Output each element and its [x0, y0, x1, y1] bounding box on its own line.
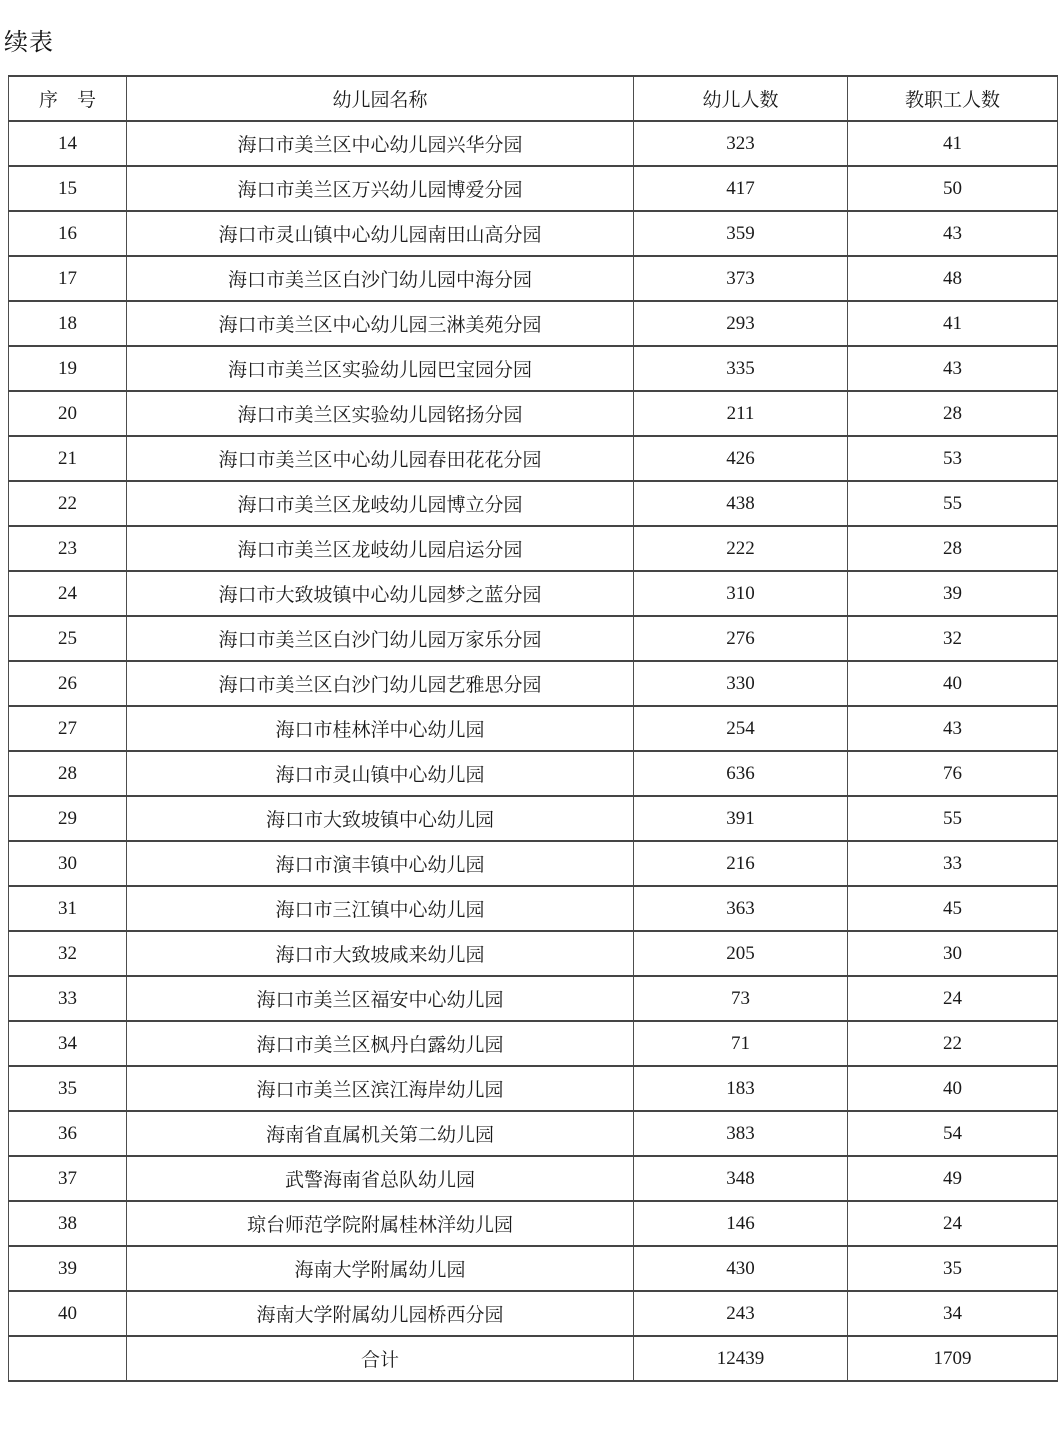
table-row: [9, 121, 1058, 166]
kindergarten-name-cell: 海口市美兰区龙岐幼儿园博立分园: [127, 481, 634, 526]
children-count-cell: 310: [634, 571, 848, 616]
children-count-cell: 183: [634, 1066, 848, 1111]
kindergarten-name-cell: 海南省直属机关第二幼儿园: [127, 1111, 634, 1156]
serial-number-cell: 26: [9, 661, 127, 706]
staff-count-cell: 1709: [848, 1336, 1058, 1381]
staff-count-cell: 55: [848, 481, 1058, 526]
serial-number-cell: 39: [9, 1246, 127, 1291]
children-count-cell: 211: [634, 391, 848, 436]
staff-count-cell: 43: [848, 706, 1058, 751]
serial-number-cell: 36: [9, 1111, 127, 1156]
table-row: [9, 571, 1058, 616]
children-count-cell: 430: [634, 1246, 848, 1291]
staff-count-cell: 41: [848, 121, 1058, 166]
table-row: [9, 976, 1058, 1021]
children-count-cell: 438: [634, 481, 848, 526]
children-count-cell: 636: [634, 751, 848, 796]
serial-number-cell: [9, 1336, 127, 1381]
children-count-cell: 146: [634, 1201, 848, 1246]
children-count-cell: 323: [634, 121, 848, 166]
kindergarten-name-cell: 海口市美兰区万兴幼儿园博爱分园: [127, 166, 634, 211]
staff-count-cell: 53: [848, 436, 1058, 481]
serial-number-cell: 14: [9, 121, 127, 166]
total-row: [9, 1336, 1058, 1381]
table-row: [9, 436, 1058, 481]
serial-number-cell: 17: [9, 256, 127, 301]
staff-count-cell: 40: [848, 661, 1058, 706]
serial-number-cell: 27: [9, 706, 127, 751]
kindergarten-name-cell: 海口市美兰区实验幼儿园铭扬分园: [127, 391, 634, 436]
children-count-cell: 383: [634, 1111, 848, 1156]
serial-number-cell: 37: [9, 1156, 127, 1201]
table-row: [9, 1066, 1058, 1111]
children-count-cell: 293: [634, 301, 848, 346]
serial-number-cell: 16: [9, 211, 127, 256]
kindergarten-name-cell: 海口市桂林洋中心幼儿园: [127, 706, 634, 751]
serial-number-cell: 31: [9, 886, 127, 931]
children-count-cell: 12439: [634, 1336, 848, 1381]
staff-count-cell: 41: [848, 301, 1058, 346]
header-serial-number: 序 号: [9, 76, 127, 121]
table-row: [9, 886, 1058, 931]
header-staff-count: 教职工人数: [848, 76, 1058, 121]
serial-number-cell: 22: [9, 481, 127, 526]
staff-count-cell: 54: [848, 1111, 1058, 1156]
serial-number-cell: 20: [9, 391, 127, 436]
kindergarten-name-cell: 海口市灵山镇中心幼儿园南田山高分园: [127, 211, 634, 256]
kindergarten-name-cell: 海口市美兰区龙岐幼儿园启运分园: [127, 526, 634, 571]
kindergarten-name-cell: 海口市美兰区白沙门幼儿园艺雅思分园: [127, 661, 634, 706]
children-count-cell: 417: [634, 166, 848, 211]
staff-count-cell: 45: [848, 886, 1058, 931]
children-count-cell: 335: [634, 346, 848, 391]
serial-number-cell: 38: [9, 1201, 127, 1246]
kindergarten-name-cell: 合计: [127, 1336, 634, 1381]
table-row: [9, 1246, 1058, 1291]
staff-count-cell: 28: [848, 391, 1058, 436]
kindergarten-name-cell: 海口市美兰区中心幼儿园春田花花分园: [127, 436, 634, 481]
children-count-cell: 71: [634, 1021, 848, 1066]
staff-count-cell: 32: [848, 616, 1058, 661]
serial-number-cell: 33: [9, 976, 127, 1021]
kindergarten-name-cell: 海口市美兰区福安中心幼儿园: [127, 976, 634, 1021]
serial-number-cell: 29: [9, 796, 127, 841]
serial-number-cell: 34: [9, 1021, 127, 1066]
kindergarten-name-cell: 海口市美兰区中心幼儿园兴华分园: [127, 121, 634, 166]
table-row: [9, 526, 1058, 571]
table-row: [9, 481, 1058, 526]
serial-number-cell: 25: [9, 616, 127, 661]
staff-count-cell: 33: [848, 841, 1058, 886]
staff-count-cell: 40: [848, 1066, 1058, 1111]
table-row: [9, 391, 1058, 436]
serial-number-cell: 21: [9, 436, 127, 481]
table-body: [9, 121, 1058, 1381]
staff-count-cell: 30: [848, 931, 1058, 976]
staff-count-cell: 76: [848, 751, 1058, 796]
kindergarten-name-cell: 海口市美兰区枫丹白露幼儿园: [127, 1021, 634, 1066]
table-row: [9, 1111, 1058, 1156]
table-row: [9, 346, 1058, 391]
children-count-cell: 359: [634, 211, 848, 256]
kindergarten-name-cell: 海口市大致坡咸来幼儿园: [127, 931, 634, 976]
children-count-cell: 276: [634, 616, 848, 661]
kindergarten-name-cell: 海口市美兰区白沙门幼儿园中海分园: [127, 256, 634, 301]
children-count-cell: 373: [634, 256, 848, 301]
page-title: 续表: [4, 30, 54, 56]
children-count-cell: 73: [634, 976, 848, 1021]
children-count-cell: 348: [634, 1156, 848, 1201]
kindergarten-name-cell: 海口市美兰区中心幼儿园三淋美苑分园: [127, 301, 634, 346]
kindergarten-name-cell: 海南大学附属幼儿园桥西分园: [127, 1291, 634, 1336]
staff-count-cell: 34: [848, 1291, 1058, 1336]
kindergarten-name-cell: 海口市三江镇中心幼儿园: [127, 886, 634, 931]
serial-number-cell: 24: [9, 571, 127, 616]
staff-count-cell: 22: [848, 1021, 1058, 1066]
serial-number-cell: 35: [9, 1066, 127, 1111]
staff-count-cell: 28: [848, 526, 1058, 571]
staff-count-cell: 43: [848, 211, 1058, 256]
table-row: [9, 661, 1058, 706]
kindergarten-name-cell: 武警海南省总队幼儿园: [127, 1156, 634, 1201]
table-row: [9, 616, 1058, 661]
kindergarten-name-cell: 海口市美兰区白沙门幼儿园万家乐分园: [127, 616, 634, 661]
staff-count-cell: 24: [848, 1201, 1058, 1246]
serial-number-cell: 40: [9, 1291, 127, 1336]
table-row: [9, 256, 1058, 301]
staff-count-cell: 55: [848, 796, 1058, 841]
kindergarten-name-cell: 海口市灵山镇中心幼儿园: [127, 751, 634, 796]
children-count-cell: 243: [634, 1291, 848, 1336]
kindergarten-name-cell: 琼台师范学院附属桂林洋幼儿园: [127, 1201, 634, 1246]
children-count-cell: 254: [634, 706, 848, 751]
staff-count-cell: 35: [848, 1246, 1058, 1291]
children-count-cell: 216: [634, 841, 848, 886]
table-row: [9, 1156, 1058, 1201]
serial-number-cell: 32: [9, 931, 127, 976]
children-count-cell: 363: [634, 886, 848, 931]
kindergarten-name-cell: 海南大学附属幼儿园: [127, 1246, 634, 1291]
staff-count-cell: 39: [848, 571, 1058, 616]
children-count-cell: 330: [634, 661, 848, 706]
serial-number-cell: 18: [9, 301, 127, 346]
staff-count-cell: 49: [848, 1156, 1058, 1201]
staff-count-cell: 24: [848, 976, 1058, 1021]
children-count-cell: 391: [634, 796, 848, 841]
table-row: [9, 1291, 1058, 1336]
table-row: [9, 1021, 1058, 1066]
serial-number-cell: 19: [9, 346, 127, 391]
staff-count-cell: 43: [848, 346, 1058, 391]
children-count-cell: 222: [634, 526, 848, 571]
table-header-row: [9, 76, 1058, 121]
header-kindergarten-name: 幼儿园名称: [127, 76, 634, 121]
kindergarten-name-cell: 海口市大致坡镇中心幼儿园梦之蓝分园: [127, 571, 634, 616]
kindergarten-table: [8, 75, 1058, 1382]
table-row: [9, 751, 1058, 796]
table-row: [9, 796, 1058, 841]
serial-number-cell: 15: [9, 166, 127, 211]
table-row: [9, 166, 1058, 211]
serial-number-cell: 23: [9, 526, 127, 571]
table-row: [9, 706, 1058, 751]
kindergarten-name-cell: 海口市演丰镇中心幼儿园: [127, 841, 634, 886]
kindergarten-name-cell: 海口市大致坡镇中心幼儿园: [127, 796, 634, 841]
table-row: [9, 1201, 1058, 1246]
table-row: [9, 841, 1058, 886]
children-count-cell: 426: [634, 436, 848, 481]
header-children-count: 幼儿人数: [634, 76, 848, 121]
kindergarten-name-cell: 海口市美兰区滨江海岸幼儿园: [127, 1066, 634, 1111]
staff-count-cell: 48: [848, 256, 1058, 301]
serial-number-cell: 28: [9, 751, 127, 796]
staff-count-cell: 50: [848, 166, 1058, 211]
table-row: [9, 931, 1058, 976]
children-count-cell: 205: [634, 931, 848, 976]
table-row: [9, 211, 1058, 256]
kindergarten-name-cell: 海口市美兰区实验幼儿园巴宝园分园: [127, 346, 634, 391]
table-row: [9, 301, 1058, 346]
serial-number-cell: 30: [9, 841, 127, 886]
